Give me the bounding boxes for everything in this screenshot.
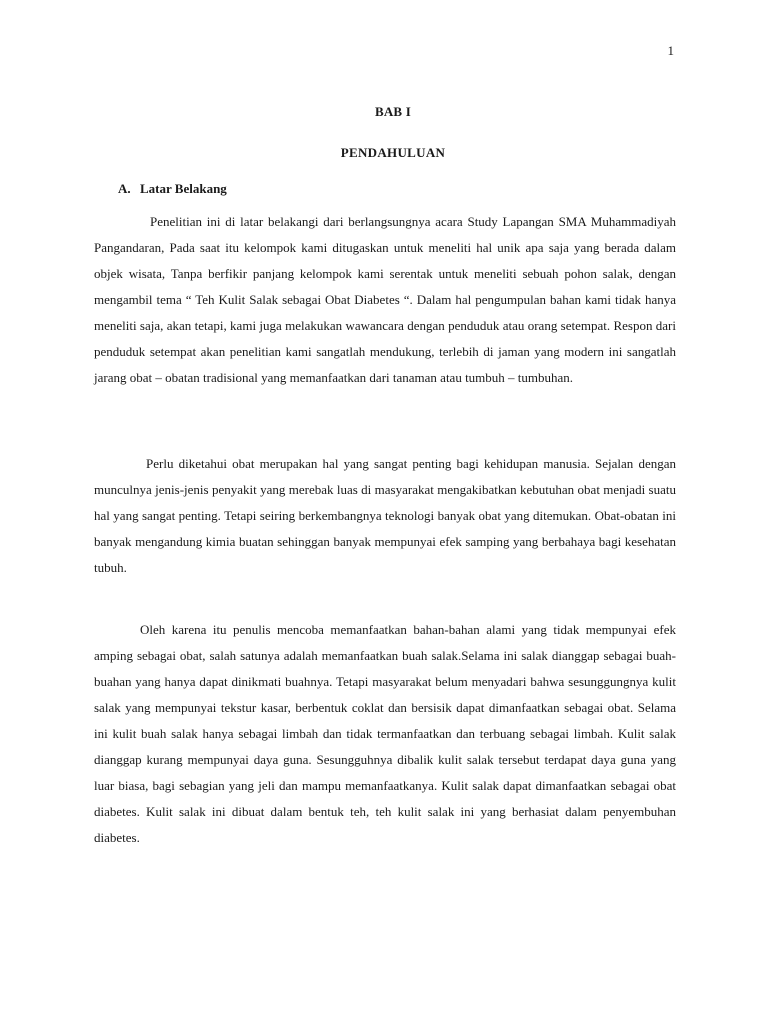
section-heading [118,181,227,197]
paragraph-1: Penelitian ini di latar belakangi dari berlangsungnya acara Study Lapangan SMA Muhammadiyah Pangandaran, Pada saat itu kelompok kami ditugaskan untuk meneliti hal unik apa saja yang berada dalam objek wisata, Tanpa berfikir panjang kelompok kami serentak untuk meneliti sebuah pohon salak, dengan mengambil tema “ Teh Kulit Salak sebagai Obat Diabetes “. Dalam hal pengumpulan bahan kami tidak hanya meneliti saja, akan tetapi, kami juga melakukan wawancara dengan penduduk atau orang setempat. Respon dari penduduk setempat akan penelitian kami sangatlah mendukung, terlebih di jaman yang modern ini sangatlah jarang obat – obatan tradisional yang memanfaatkan dari tanaman atau tumbuh – tumbuhan. [94,214,676,385]
section-title: Latar Belakang [140,181,227,196]
chapter-title: PENDAHULUAN [340,145,446,160]
paragraph-3: Oleh karena itu penulis mencoba memanfaatkan bahan-bahan alami yang tidak mempunyai efek amping sebagai obat, salah satunya adalah memanfaatkan buah salak.Selama ini salak dianggap sebagai buah-buahan yang hanya dapat dinikmati buahnya. Tetapi masyarakat belum menyadari bahwa sesunggungnya kulit salak yang mempunyai tekstur kasar, berbentuk coklat dan bersisik dapat dimanfaatkan sebagai obat. Selama ini kulit buah salak hanya sebagai limbah dan tidak termanfaatkan dan terbuang sebagai limbah. Kulit salak dianggap kurang mempunyai daya guna. Sesungguhnya dibalik kulit salak tersebut terdapat daya guna yang luar biasa, bagi sebagian yang jeli dan mampu memanfaatkanya. Kulit salak dapat dimanfaatkan sebagai obat diabetes. Kulit salak ini dibuat dalam bentuk teh, teh kulit salak ini yang berhasiat dalam penyembuhan diabetes. [94,622,676,845]
chapter-number: BAB I [374,104,412,119]
section-number: A. [118,181,131,196]
paragraph-2: Perlu diketahui obat merupakan hal yang sangat penting bagi kehidupan manusia. Sejalan dengan munculnya jenis-jenis penyakit yang merebak luas di masyarakat mengakibatkan kebutuhan obat menjadi suatu hal yang sangat penting. Tetapi seiring berkembangnya teknologi banyak obat yang ditemukan. Obat-obatan ini banyak mengandung kimia buatan sehinggan banyak mempunyai efek samping yang berbahaya bagi kesehatan tubuh. [94,456,676,575]
page-number: 1 [667,43,674,58]
